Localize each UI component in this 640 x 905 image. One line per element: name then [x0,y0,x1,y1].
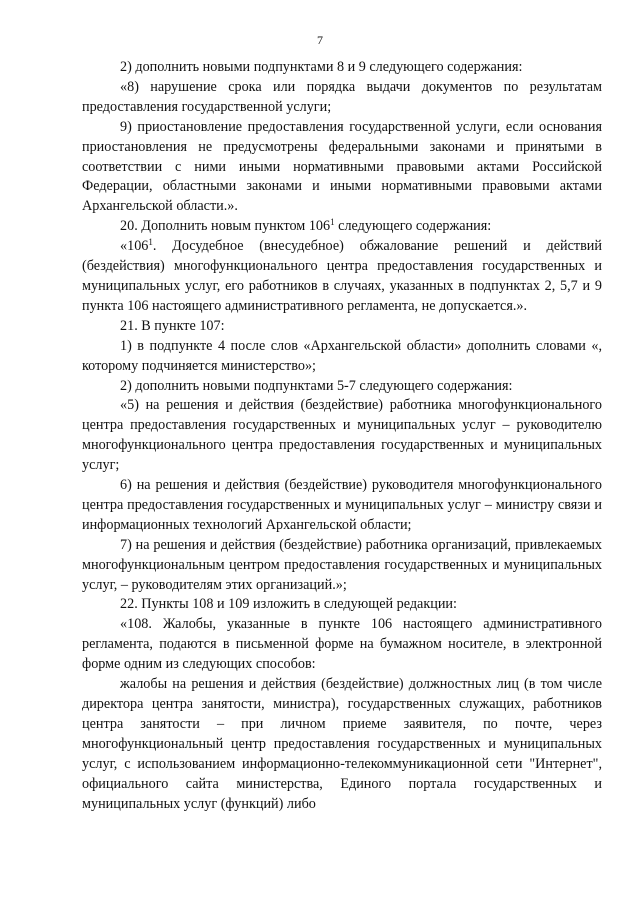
paragraph: 6) на решения и действия (бездействие) руководителя многофункционального центра предоставления государственных и муниципальных услуг – министру связи и информационных технологий Архангельской области; [82,477,602,533]
paragraph: 22. Пункты 108 и 109 изложить в следующей редакции: [120,596,457,613]
paragraph: 7) на решения и действия (бездействие) работника организаций, привлекаемых многофункциональным центром предоставления государственных и муниципальных услуг, – руководителям этих организаций.»; [82,536,602,593]
paragraph: «108. Жалобы, указанные в пункте 106 настоящего административного регламента, подаются в письменной форме на бумажном носителе, в электронной форме одним из следующих способов: [82,616,602,673]
paragraph: жалобы на решения и действия (бездействие) должностных лиц (в том числе директора центра занятости, министра), государственных служащих, работников центра занятости – при личном приеме заявителя, по почте, через многофункциональный центр предоставления государственных и муниципальных услуг, с использованием информационно-телекоммуникационной сети "Интернет", официального сайта министерства, Единого портала государственных и муниципальных услуг (функций) либо [82,676,602,812]
page-number: 7 [317,33,323,47]
paragraph: «5) на решения и действия (бездействие) работника многофункционального центра предоставления государственных и муниципальных услуг – руководителю многофункционального центра предоставления государственных и муниципальных услуг; [82,397,602,474]
paragraph: «8) нарушение срока или порядка выдачи документов по результатам предоставления государственной услуги; [82,78,602,115]
paragraph: 2) дополнить новыми подпунктами 5-7 следующего содержания: [120,377,513,394]
superscript: 1 [330,217,335,228]
paragraph: 21. В пункте 107: [120,317,225,334]
paragraph: 20. Дополнить новым пунктом $106^1$ следующего содержания: [120,217,492,235]
paragraph: 9) приостановление предоставления государственной услуги, если основания приостановления не предусмотрены федеральными законами и принятыми в соответствии с ними иными нормативными правовыми актами Российской Федерации, областными законами и иными нормативными правовыми актами Архангельской области.». [82,118,602,215]
paragraph: 2) дополнить новыми подпунктами 8 и 9 следующего содержания: [120,59,523,75]
paragraph: «$106^1$. Досудебное (внесудебное) обжалование решений и действий (бездействия) многофункционального центра предоставления государственных и муниципальных услуг, его работников в случаях, указанных в подпунктах 2, 5,7 и 9 пункта 106 настоящего административного регламента, не допускается.». [82,237,602,314]
document-body [82,58,602,814]
paragraph: 1) в подпункте 4 после слов «Архангельской области» дополнить словами «, которому подчиняется министерство»; [82,337,602,374]
superscript: 1 [148,237,153,248]
